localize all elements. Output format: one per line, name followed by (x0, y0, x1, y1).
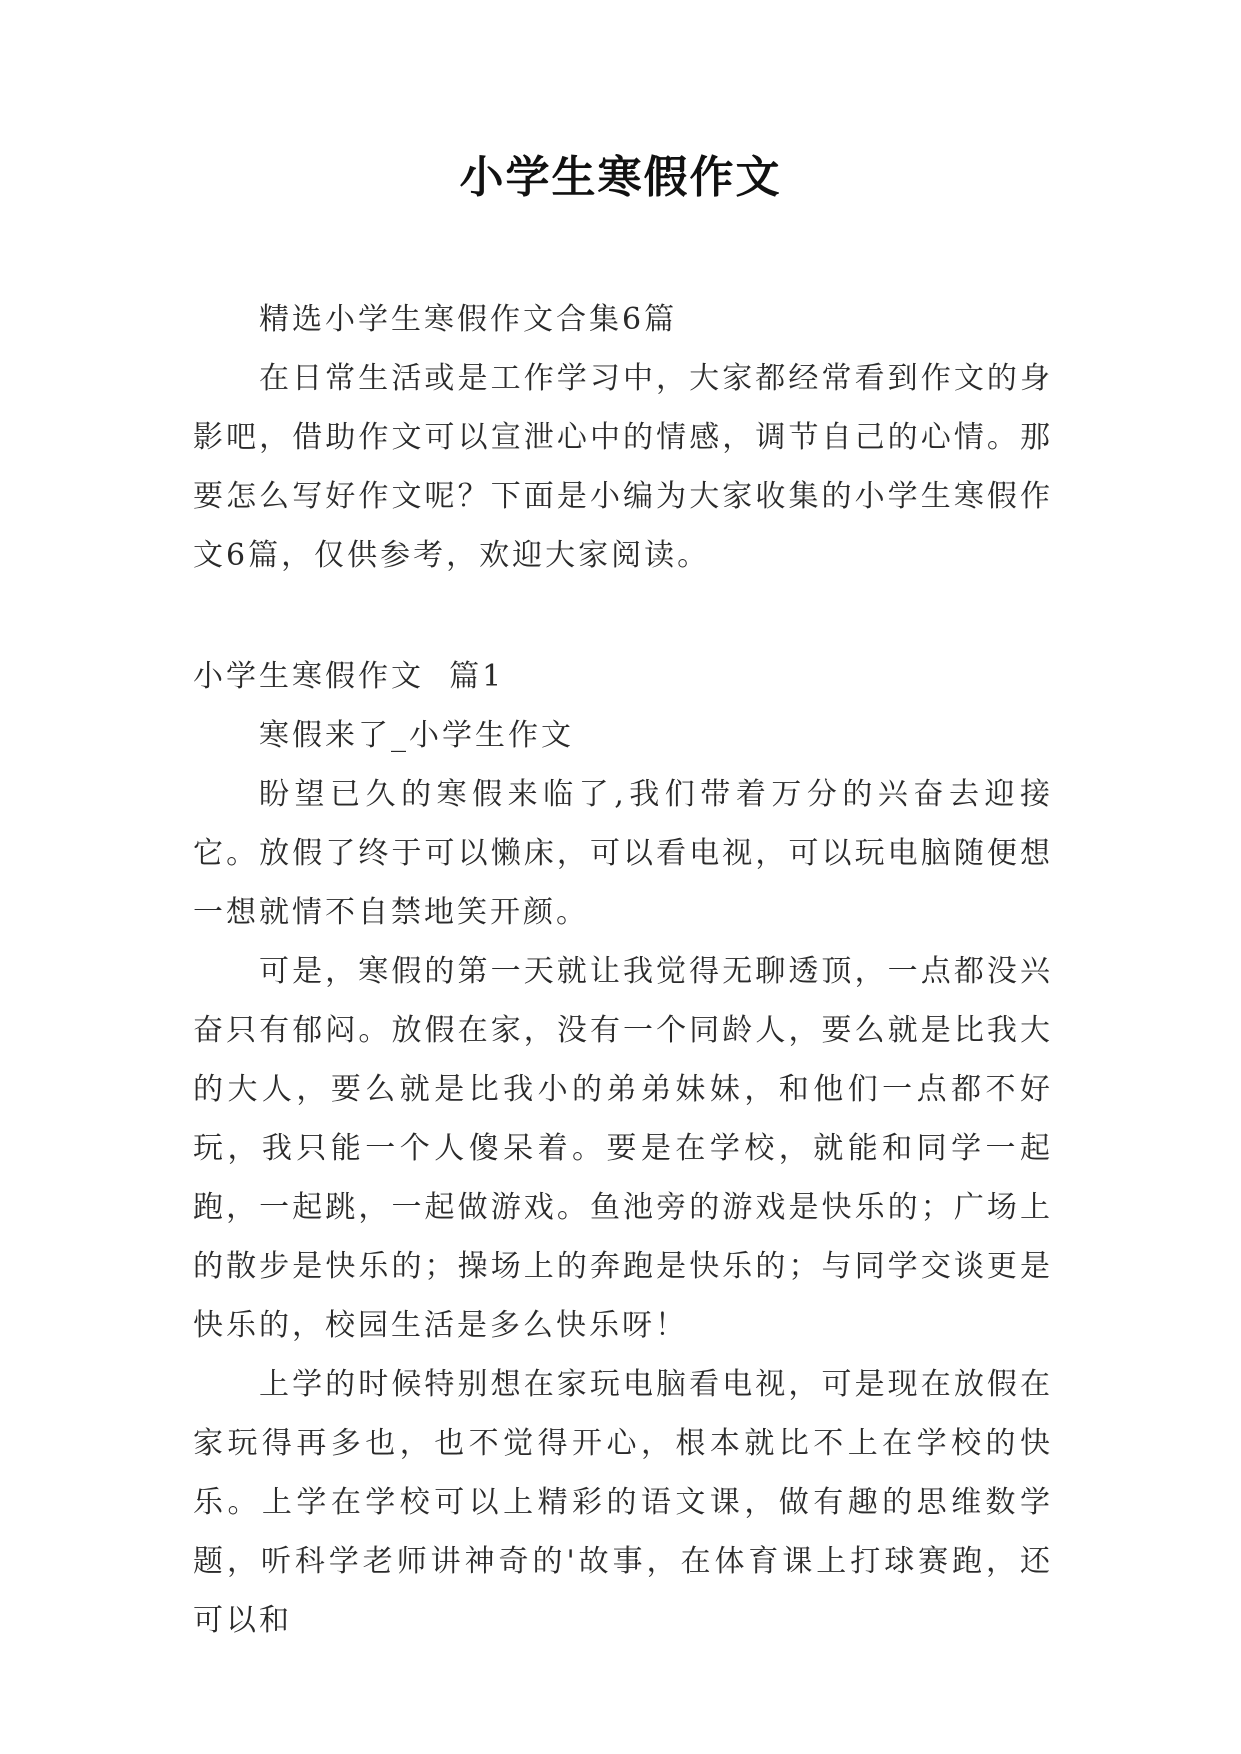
body-paragraph-2: 可是，寒假的第一天就让我觉得无聊透顶，一点都没兴奋只有郁闷。放假在家，没有一个同龄人，要么就是比我大的大人，要么就是比我小的弟弟妹妹，和他们一点都不好玩，我只能一个人傻呆着。要是在学校，就能和同学一起跑，一起跳，一起做游戏。鱼池旁的游戏是快乐的；广场上的散步是快乐的；操场上的奔跑是快乐的；与同学交谈更是快乐的，校园生活是多么快乐呀！ (193, 954, 1053, 1343)
page-title: 小学生寒假作文 (459, 152, 782, 203)
body-paragraph-3: 上学的时候特别想在家玩电脑看电视，可是现在放假在家玩得再多也，也不觉得开心，根本就比不上在学校的快乐。上学在学校可以上精彩的语文课，做有趣的思维数学题，听科学老师讲神奇的'故事，在体育课上打球赛跑，还可以和 (193, 1367, 1053, 1638)
section-subtitle: 寒假来了_小学生作文 (259, 718, 574, 753)
collection-line: 精选小学生寒假作文合集6篇 (259, 302, 678, 337)
intro-paragraph: 在日常生活或是工作学习中，大家都经常看到作文的身影吧，借助作文可以宣泄心中的情感，调节自己的心情。那要怎么写好作文呢？下面是小编为大家收集的小学生寒假作文6篇，仅供参考，欢迎大家阅读。 (193, 361, 1053, 573)
section-heading: 小学生寒假作文 篇1 (193, 659, 505, 694)
body-paragraph-1: 盼望已久的寒假来临了,我们带着万分的兴奋去迎接它。放假了终于可以懒床，可以看电视，可以玩电脑随便想一想就情不自禁地笑开颜。 (193, 777, 1053, 930)
document-body (193, 290, 1053, 1650)
